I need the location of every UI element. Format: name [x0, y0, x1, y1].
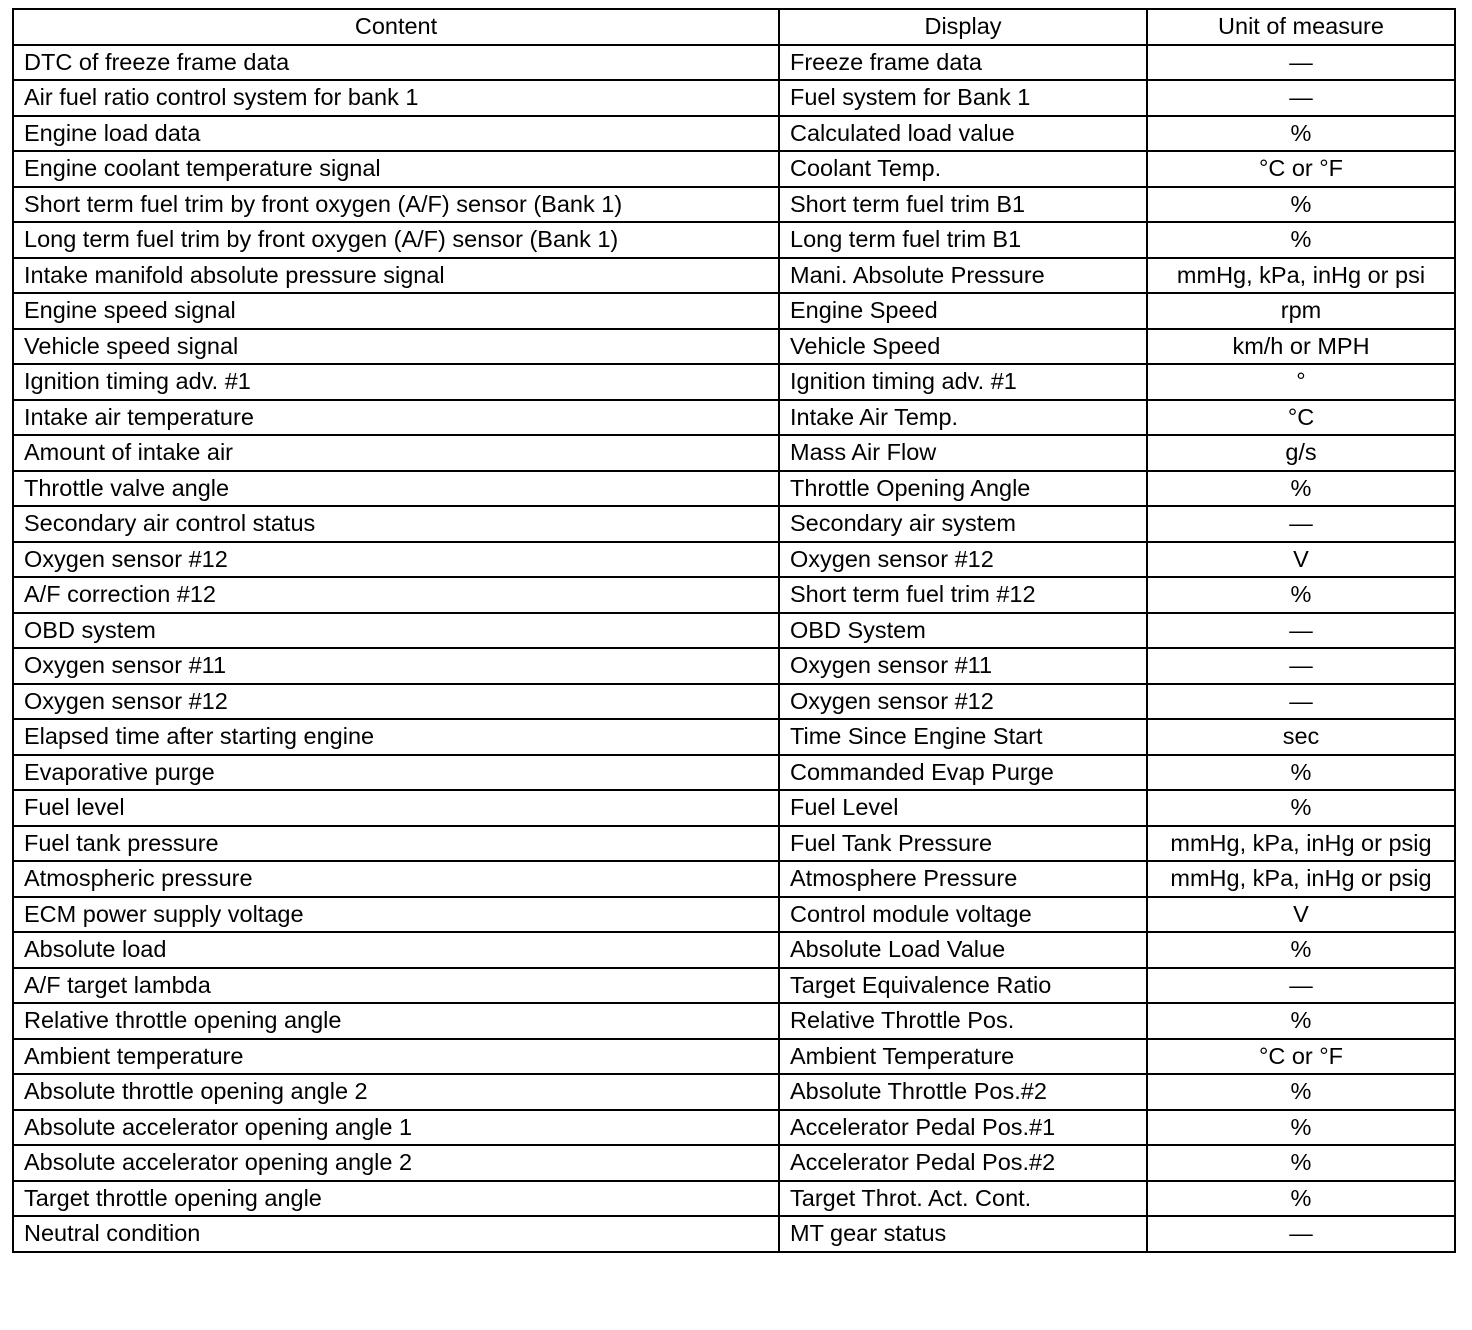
cell-unit: %: [1147, 1003, 1455, 1039]
table-row: [13, 116, 1455, 152]
cell-unit: mmHg, kPa, inHg or psig: [1147, 861, 1455, 897]
cell-display: Coolant Temp.: [779, 151, 1147, 187]
cell-unit: —: [1147, 80, 1455, 116]
table-body: [13, 45, 1455, 1252]
cell-display: Fuel Level: [779, 790, 1147, 826]
cell-content: OBD system: [13, 613, 779, 649]
table-row: [13, 826, 1455, 862]
cell-content: DTC of freeze frame data: [13, 45, 779, 81]
table-row: [13, 613, 1455, 649]
cell-content: A/F target lambda: [13, 968, 779, 1004]
cell-content: Intake manifold absolute pressure signal: [13, 258, 779, 294]
cell-content: Oxygen sensor #11: [13, 648, 779, 684]
cell-display: Mani. Absolute Pressure: [779, 258, 1147, 294]
cell-content: Oxygen sensor #12: [13, 542, 779, 578]
parameter-table-container: [12, 8, 1456, 1253]
cell-unit: %: [1147, 577, 1455, 613]
cell-content: Long term fuel trim by front oxygen (A/F) sensor (Bank 1): [13, 222, 779, 258]
cell-unit: %: [1147, 222, 1455, 258]
cell-unit: %: [1147, 1074, 1455, 1110]
cell-unit: %: [1147, 755, 1455, 791]
cell-display: Relative Throttle Pos.: [779, 1003, 1147, 1039]
cell-content: Absolute accelerator opening angle 2: [13, 1145, 779, 1181]
cell-content: Short term fuel trim by front oxygen (A/F) sensor (Bank 1): [13, 187, 779, 223]
cell-unit: —: [1147, 613, 1455, 649]
header-content: Content: [13, 9, 779, 45]
table-row: [13, 897, 1455, 933]
cell-unit: —: [1147, 648, 1455, 684]
cell-content: Neutral condition: [13, 1216, 779, 1252]
table-row: [13, 790, 1455, 826]
table-row: [13, 1181, 1455, 1217]
cell-unit: sec: [1147, 719, 1455, 755]
cell-unit: °: [1147, 364, 1455, 400]
table-row: [13, 719, 1455, 755]
cell-display: Engine Speed: [779, 293, 1147, 329]
table-row: [13, 1110, 1455, 1146]
cell-content: Throttle valve angle: [13, 471, 779, 507]
cell-content: Absolute throttle opening angle 2: [13, 1074, 779, 1110]
cell-content: Atmospheric pressure: [13, 861, 779, 897]
cell-display: Oxygen sensor #11: [779, 648, 1147, 684]
cell-display: Target Throt. Act. Cont.: [779, 1181, 1147, 1217]
cell-unit: %: [1147, 471, 1455, 507]
cell-content: Engine coolant temperature signal: [13, 151, 779, 187]
cell-display: Intake Air Temp.: [779, 400, 1147, 436]
cell-content: ECM power supply voltage: [13, 897, 779, 933]
cell-display: Absolute Load Value: [779, 932, 1147, 968]
table-row: [13, 187, 1455, 223]
cell-display: Absolute Throttle Pos.#2: [779, 1074, 1147, 1110]
table-row: [13, 1003, 1455, 1039]
cell-unit: mmHg, kPa, inHg or psi: [1147, 258, 1455, 294]
table-row: [13, 755, 1455, 791]
table-row: [13, 435, 1455, 471]
table-row: [13, 293, 1455, 329]
cell-display: Calculated load value: [779, 116, 1147, 152]
cell-display: Ambient Temperature: [779, 1039, 1147, 1075]
cell-display: Long term fuel trim B1: [779, 222, 1147, 258]
cell-display: Oxygen sensor #12: [779, 684, 1147, 720]
cell-display: Accelerator Pedal Pos.#2: [779, 1145, 1147, 1181]
table-row: [13, 1074, 1455, 1110]
cell-display: MT gear status: [779, 1216, 1147, 1252]
cell-unit: mmHg, kPa, inHg or psig: [1147, 826, 1455, 862]
cell-content: Absolute load: [13, 932, 779, 968]
cell-display: OBD System: [779, 613, 1147, 649]
cell-unit: °C: [1147, 400, 1455, 436]
cell-unit: %: [1147, 1110, 1455, 1146]
table-header-row: [13, 9, 1455, 45]
cell-content: Ignition timing adv. #1: [13, 364, 779, 400]
cell-display: Vehicle Speed: [779, 329, 1147, 365]
cell-display: Ignition timing adv. #1: [779, 364, 1147, 400]
cell-display: Throttle Opening Angle: [779, 471, 1147, 507]
cell-unit: V: [1147, 897, 1455, 933]
cell-display: Short term fuel trim B1: [779, 187, 1147, 223]
cell-content: A/F correction #12: [13, 577, 779, 613]
table-row: [13, 222, 1455, 258]
table-row: [13, 648, 1455, 684]
cell-unit: °C or °F: [1147, 151, 1455, 187]
cell-unit: %: [1147, 932, 1455, 968]
table-row: [13, 1145, 1455, 1181]
table-row: [13, 258, 1455, 294]
cell-content: Relative throttle opening angle: [13, 1003, 779, 1039]
cell-unit: %: [1147, 1145, 1455, 1181]
table-row: [13, 1216, 1455, 1252]
cell-display: Oxygen sensor #12: [779, 542, 1147, 578]
cell-display: Short term fuel trim #12: [779, 577, 1147, 613]
cell-content: Ambient temperature: [13, 1039, 779, 1075]
cell-unit: —: [1147, 684, 1455, 720]
cell-display: Fuel system for Bank 1: [779, 80, 1147, 116]
cell-display: Time Since Engine Start: [779, 719, 1147, 755]
cell-unit: km/h or MPH: [1147, 329, 1455, 365]
cell-unit: rpm: [1147, 293, 1455, 329]
cell-content: Engine speed signal: [13, 293, 779, 329]
table-row: [13, 471, 1455, 507]
cell-content: Oxygen sensor #12: [13, 684, 779, 720]
cell-unit: —: [1147, 45, 1455, 81]
cell-content: Target throttle opening angle: [13, 1181, 779, 1217]
table-row: [13, 45, 1455, 81]
cell-display: Atmosphere Pressure: [779, 861, 1147, 897]
cell-content: Evaporative purge: [13, 755, 779, 791]
table-row: [13, 506, 1455, 542]
table-row: [13, 400, 1455, 436]
cell-display: Secondary air system: [779, 506, 1147, 542]
cell-content: Air fuel ratio control system for bank 1: [13, 80, 779, 116]
cell-content: Engine load data: [13, 116, 779, 152]
cell-unit: %: [1147, 790, 1455, 826]
cell-content: Vehicle speed signal: [13, 329, 779, 365]
table-row: [13, 932, 1455, 968]
cell-display: Target Equivalence Ratio: [779, 968, 1147, 1004]
cell-unit: °C or °F: [1147, 1039, 1455, 1075]
cell-content: Intake air temperature: [13, 400, 779, 436]
cell-content: Amount of intake air: [13, 435, 779, 471]
cell-display: Commanded Evap Purge: [779, 755, 1147, 791]
cell-display: Accelerator Pedal Pos.#1: [779, 1110, 1147, 1146]
cell-unit: —: [1147, 1216, 1455, 1252]
cell-unit: V: [1147, 542, 1455, 578]
cell-display: Fuel Tank Pressure: [779, 826, 1147, 862]
table-row: [13, 329, 1455, 365]
cell-display: Freeze frame data: [779, 45, 1147, 81]
cell-content: Elapsed time after starting engine: [13, 719, 779, 755]
cell-unit: —: [1147, 968, 1455, 1004]
cell-content: Fuel tank pressure: [13, 826, 779, 862]
cell-unit: %: [1147, 116, 1455, 152]
table-row: [13, 542, 1455, 578]
table-row: [13, 684, 1455, 720]
parameter-table: [12, 8, 1456, 1253]
cell-unit: g/s: [1147, 435, 1455, 471]
table-row: [13, 151, 1455, 187]
cell-content: Secondary air control status: [13, 506, 779, 542]
cell-content: Fuel level: [13, 790, 779, 826]
cell-display: Control module voltage: [779, 897, 1147, 933]
cell-content: Absolute accelerator opening angle 1: [13, 1110, 779, 1146]
header-display: Display: [779, 9, 1147, 45]
table-row: [13, 80, 1455, 116]
cell-unit: —: [1147, 506, 1455, 542]
table-row: [13, 968, 1455, 1004]
cell-unit: %: [1147, 1181, 1455, 1217]
cell-unit: %: [1147, 187, 1455, 223]
table-row: [13, 364, 1455, 400]
table-row: [13, 1039, 1455, 1075]
table-row: [13, 861, 1455, 897]
header-unit: Unit of measure: [1147, 9, 1455, 45]
table-row: [13, 577, 1455, 613]
cell-display: Mass Air Flow: [779, 435, 1147, 471]
